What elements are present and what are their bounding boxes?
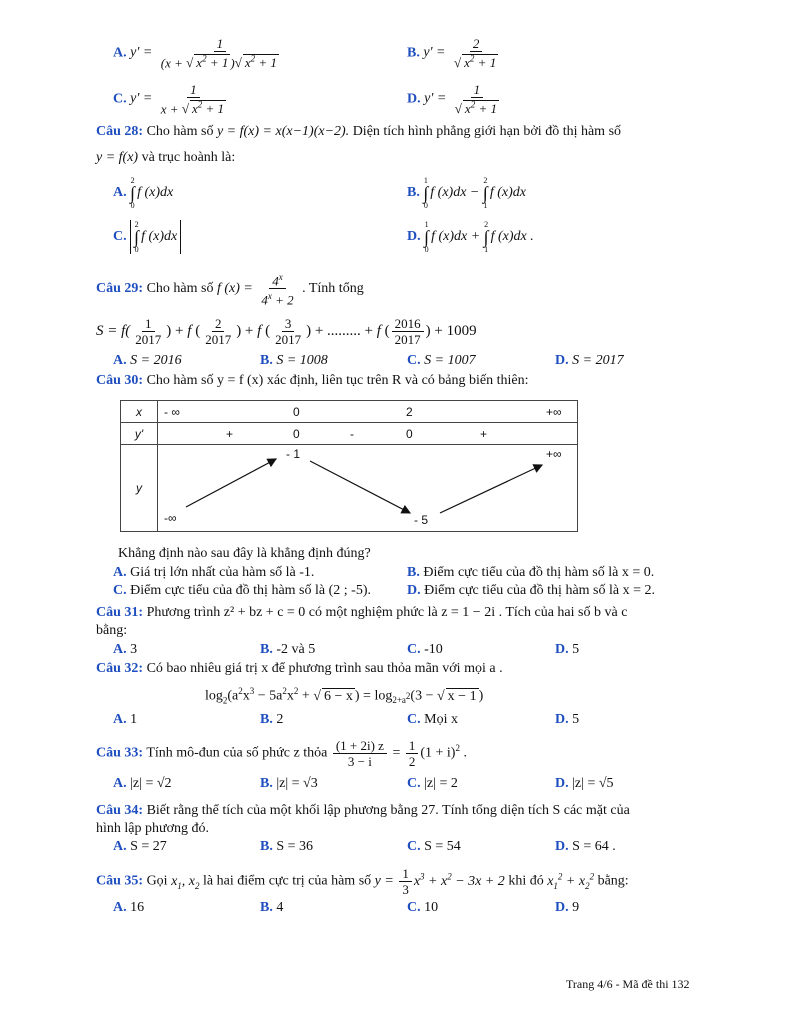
q28-option-c[interactable]: C. 2 ∫ 0 f (x)dx bbox=[113, 220, 181, 254]
q33-value-b: |z| = √3 bbox=[276, 776, 318, 791]
q30-text-c: Điểm cực tiểu của đồ thị hàm số là (2 ; -5). bbox=[130, 583, 371, 598]
table-y-row bbox=[158, 445, 578, 532]
q32-option-d[interactable] bbox=[555, 712, 579, 728]
q28-label-a: A. bbox=[113, 185, 127, 201]
q33-label-b: B. bbox=[260, 776, 273, 791]
q33-option-c[interactable] bbox=[407, 776, 458, 792]
q30-text-b: Điểm cực tiểu của đồ thị hàm số là x = 0. bbox=[423, 565, 655, 580]
q33-option-d[interactable] bbox=[555, 776, 614, 792]
q35-stem: Câu 35: Gọi $x_1$, $x_2$ là hai điểm cực trị của hàm số y = $\frac{1}{3}$ $x^3 + x^2 - 3x + 2$ khi đó $x_1^2 + x_2^2$ bằng: bbox=[96, 866, 629, 897]
q35-value-d: 9 bbox=[572, 900, 580, 915]
q27-option-b[interactable] bbox=[407, 36, 503, 70]
q27-option-a[interactable] bbox=[113, 36, 284, 70]
q33-option-a[interactable] bbox=[113, 776, 172, 792]
q28-label-d: D. bbox=[407, 229, 421, 245]
q35-label-b: B. bbox=[260, 900, 273, 915]
q32-option-c[interactable] bbox=[407, 712, 458, 728]
q34-label-a: A. bbox=[113, 839, 127, 854]
q32-option-a[interactable] bbox=[113, 712, 137, 728]
q31-value-c: -10 bbox=[424, 642, 443, 657]
q29-sum-prefix: S = f( bbox=[96, 322, 131, 339]
q34-stem-text: Biết rằng thể tích của một khối lập phương bằng 27. Tính tổng diện tích S các mặt của bbox=[146, 803, 630, 818]
q32-number: Câu 32: bbox=[96, 661, 144, 676]
q32-option-b[interactable] bbox=[260, 712, 283, 728]
q27-formula-a: y' = $\frac{1}{(x + √ x^2 + 1 )√ x^2 + 1}$ bbox=[130, 45, 284, 60]
q35-option-a[interactable] bbox=[113, 900, 144, 916]
variation-table bbox=[120, 400, 578, 532]
q30-option-b[interactable] bbox=[407, 565, 654, 581]
q30-option-d[interactable] bbox=[407, 583, 655, 599]
q29-label-d: D. bbox=[555, 353, 569, 368]
table-x-row bbox=[158, 401, 578, 423]
q28-stem-text3: và trục hoành là: bbox=[141, 150, 236, 165]
q35-value-b: 4 bbox=[276, 900, 284, 915]
q27-formula-d: y' = 1 √ $x^2 + 1$ bbox=[424, 91, 504, 106]
y-min-value: - 5 bbox=[414, 513, 429, 527]
table-yp-row bbox=[158, 423, 578, 445]
q35-number: Câu 35: bbox=[96, 873, 144, 889]
q29-value-a: S = 2016 bbox=[130, 353, 182, 368]
yp-plus-2: + bbox=[480, 427, 488, 441]
q29-value-c: S = 1007 bbox=[424, 353, 476, 368]
q33-number: Câu 33: bbox=[96, 745, 144, 761]
q31-label-a: A. bbox=[113, 642, 127, 657]
q30-option-c[interactable] bbox=[113, 583, 371, 599]
q28-option-a[interactable]: A. 2 ∫ 0 f (x)dx bbox=[113, 176, 174, 210]
q35-option-b[interactable] bbox=[260, 900, 283, 916]
q35-option-d[interactable] bbox=[555, 900, 579, 916]
q30-stem-text: Cho hàm số y = f (x) xác định, liên tục trên R và có bảng biến thiên: bbox=[146, 373, 529, 388]
q33-label-a: A. bbox=[113, 776, 127, 791]
q30-text-d: Điểm cực tiểu của đồ thị hàm số là x = 2. bbox=[424, 583, 655, 598]
q34-option-d[interactable] bbox=[555, 839, 616, 855]
q28-function: y = f(x) = x(x−1)(x−2). bbox=[216, 124, 350, 139]
q29-sum: S = f( $\frac{1}{2017}$ ) + f ( $\frac{2}{2017}$ ) + f ( $\frac{3}{2017}$ ) + ......... + f ( $\frac{2016}{2017}$ ) + 1009 bbox=[96, 316, 477, 347]
table-y-head: y bbox=[121, 445, 158, 532]
q34-label-d: D. bbox=[555, 839, 569, 854]
q31-value-a: 3 bbox=[130, 642, 138, 657]
q35-value-c: 10 bbox=[424, 900, 439, 915]
y-pos-inf: +∞ bbox=[546, 447, 562, 461]
q34-stem-line1 bbox=[96, 803, 630, 819]
q34-value-a: S = 27 bbox=[130, 839, 167, 854]
q28-label-c: C. bbox=[113, 229, 127, 245]
q33-value-a: |z| = √2 bbox=[130, 776, 172, 791]
q32-value-a: 1 bbox=[130, 712, 138, 727]
q27-option-c[interactable] bbox=[113, 82, 231, 116]
q28-function-short: y = f(x) bbox=[96, 150, 139, 165]
q29-option-b[interactable] bbox=[260, 353, 328, 369]
q27-label-d: D. bbox=[407, 91, 421, 107]
q32-value-c: Mọi x bbox=[424, 712, 458, 727]
q29-stem bbox=[96, 270, 364, 308]
q30-stem bbox=[96, 373, 528, 389]
q28-stem-text2: Diện tích hình phẳng giới hạn bởi đồ thị hàm số bbox=[352, 124, 622, 139]
q34-stem-line2: hình lập phương đó. bbox=[96, 821, 209, 836]
q27-label-a: A. bbox=[113, 45, 127, 61]
yp-minus: - bbox=[350, 427, 354, 441]
q29-label-a: A. bbox=[113, 353, 127, 368]
q32-label-b: B. bbox=[260, 712, 273, 727]
q32-label-d: D. bbox=[555, 712, 569, 727]
q28-label-b: B. bbox=[407, 185, 420, 201]
q32-stem bbox=[96, 661, 503, 677]
q29-value-b: S = 1008 bbox=[276, 353, 328, 368]
q29-stem-tail: . Tính tổng bbox=[302, 281, 364, 297]
q35-stem-text2: là hai điểm cực trị của hàm số bbox=[203, 873, 372, 889]
q31-label-b: B. bbox=[260, 642, 273, 657]
q29-stem-text: Cho hàm số bbox=[146, 281, 214, 297]
q32-label-a: A. bbox=[113, 712, 127, 727]
table-yp-head: y' bbox=[121, 423, 158, 445]
q35-option-c[interactable] bbox=[407, 900, 438, 916]
q28-option-d[interactable]: D. 1 ∫ 0 f (x)dx + 2 ∫ 1 f (x)dx . bbox=[407, 220, 534, 254]
q34-value-d: S = 64 . bbox=[572, 839, 616, 854]
q31-label-c: C. bbox=[407, 642, 421, 657]
q30-prompt: Khẳng định nào sau đây là khẳng định đúng? bbox=[118, 546, 371, 561]
q35-value-a: 16 bbox=[130, 900, 145, 915]
q29-label-c: C. bbox=[407, 353, 421, 368]
q29-option-c[interactable] bbox=[407, 353, 476, 369]
q33-value-d: |z| = √5 bbox=[572, 776, 614, 791]
arrow-decrease bbox=[310, 461, 410, 513]
q31-stem-line2: bằng: bbox=[96, 623, 128, 638]
q30-label-c: C. bbox=[113, 583, 127, 598]
q34-value-c: S = 54 bbox=[424, 839, 461, 854]
q29-function: f (x) = $\frac{4^x}{4^x + 2}$ bbox=[216, 272, 294, 308]
q31-option-b[interactable] bbox=[260, 642, 315, 658]
q34-option-c[interactable] bbox=[407, 839, 461, 855]
q33-stem: Câu 33: Tính mô-đun của số phức z thỏa $\frac{(1 + 2i) z}{3 - i}$ = $\frac{1}{2}$ $(1 + i)^2$ . bbox=[96, 738, 467, 769]
q34-value-b: S = 36 bbox=[276, 839, 314, 854]
variation-arrows bbox=[158, 445, 578, 533]
q28-stem-text: Cho hàm số bbox=[146, 124, 214, 139]
q31-stem-line1 bbox=[96, 605, 627, 621]
q35-stem-text4: bằng: bbox=[597, 873, 629, 889]
q34-option-a[interactable] bbox=[113, 839, 167, 855]
x-pos-inf: +∞ bbox=[546, 405, 562, 419]
q35-label-a: A. bbox=[113, 900, 127, 915]
q33-label-d: D. bbox=[555, 776, 569, 791]
q27-option-d[interactable] bbox=[407, 82, 504, 116]
q30-label-b: B. bbox=[407, 565, 420, 580]
q33-label-c: C. bbox=[407, 776, 421, 791]
q30-option-a[interactable] bbox=[113, 565, 314, 581]
q35-label-c: C. bbox=[407, 900, 421, 915]
q34-option-b[interactable] bbox=[260, 839, 313, 855]
q29-option-d[interactable] bbox=[555, 353, 624, 369]
q32-stem-text: Có bao nhiêu giá trị x để phương trình sau thỏa mãn với mọi a . bbox=[146, 661, 503, 676]
q30-label-a: A. bbox=[113, 565, 127, 580]
q27-label-c: C. bbox=[113, 91, 127, 107]
q31-label-d: D. bbox=[555, 642, 569, 657]
q32-value-b: 2 bbox=[276, 712, 284, 727]
q28-option-b[interactable]: B. 1 ∫ 0 f (x)dx − 2 ∫ 1 f (x)dx bbox=[407, 176, 526, 210]
yp-zero-1: 0 bbox=[293, 427, 300, 441]
y-neg-inf: -∞ bbox=[164, 511, 177, 525]
q31-value-b: -2 và 5 bbox=[276, 642, 316, 657]
page-footer: Trang 4/6 - Mã đề thi 132 bbox=[566, 977, 690, 991]
q30-label-d: D. bbox=[407, 583, 421, 598]
q31-number: Câu 31: bbox=[96, 605, 144, 620]
q28-stem-line2 bbox=[96, 150, 235, 166]
q31-option-a[interactable] bbox=[113, 642, 137, 658]
q29-option-a[interactable] bbox=[113, 353, 182, 369]
q31-option-d[interactable] bbox=[555, 642, 579, 658]
table-x-head: x bbox=[121, 401, 158, 423]
q29-label-b: B. bbox=[260, 353, 273, 368]
q31-option-c[interactable] bbox=[407, 642, 443, 658]
yp-plus-1: + bbox=[226, 427, 234, 441]
q32-label-c: C. bbox=[407, 712, 421, 727]
q34-label-c: C. bbox=[407, 839, 421, 854]
arrow-increase-1 bbox=[186, 459, 276, 507]
arrow-increase-2 bbox=[440, 465, 542, 513]
q33-value-c: |z| = 2 bbox=[424, 776, 458, 791]
x-zero: 0 bbox=[293, 405, 300, 419]
y-max-value: - 1 bbox=[286, 447, 301, 461]
q27-label-b: B. bbox=[407, 45, 420, 61]
q29-sum-suffix: ) + 1009 bbox=[425, 322, 477, 339]
q35-stem-text1: Gọi bbox=[146, 873, 168, 889]
q30-number: Câu 30: bbox=[96, 373, 144, 388]
q30-text-a: Giá trị lớn nhất của hàm số là -1. bbox=[130, 565, 315, 580]
q35-label-d: D. bbox=[555, 900, 569, 915]
q29-number: Câu 29: bbox=[96, 281, 144, 297]
q32-equation: $\log_2(a^2x^3 - 5a^2x^2$ + √ 6 − x ) = $\log_{2+a^2}(3$ − √ x − 1 ) bbox=[205, 686, 483, 705]
q32-value-d: 5 bbox=[572, 712, 580, 727]
x-neg-inf: - ∞ bbox=[164, 405, 180, 419]
q33-stem-text: Tính mô-đun của số phức z thỏa bbox=[146, 745, 328, 761]
q34-number: Câu 34: bbox=[96, 803, 144, 818]
yp-zero-2: 0 bbox=[406, 427, 413, 441]
q35-stem-text3: khi đó bbox=[508, 873, 544, 889]
x-two: 2 bbox=[406, 405, 413, 419]
q29-value-d: S = 2017 bbox=[572, 353, 624, 368]
q34-label-b: B. bbox=[260, 839, 273, 854]
q31-stem-text: Phương trình z² + bz + c = 0 có một nghiệm phức là z = 1 − 2i . Tích của hai số b và c bbox=[146, 605, 628, 620]
q31-value-d: 5 bbox=[572, 642, 580, 657]
q28-stem-line1 bbox=[96, 124, 621, 140]
q27-formula-c: y' = $\frac{1}{x + √ x^2 + 1}$ bbox=[130, 91, 231, 106]
q33-option-b[interactable] bbox=[260, 776, 318, 792]
q27-formula-b: y' = 2 √ $x^2 + 1$ bbox=[423, 45, 503, 60]
q28-number: Câu 28: bbox=[96, 124, 144, 139]
